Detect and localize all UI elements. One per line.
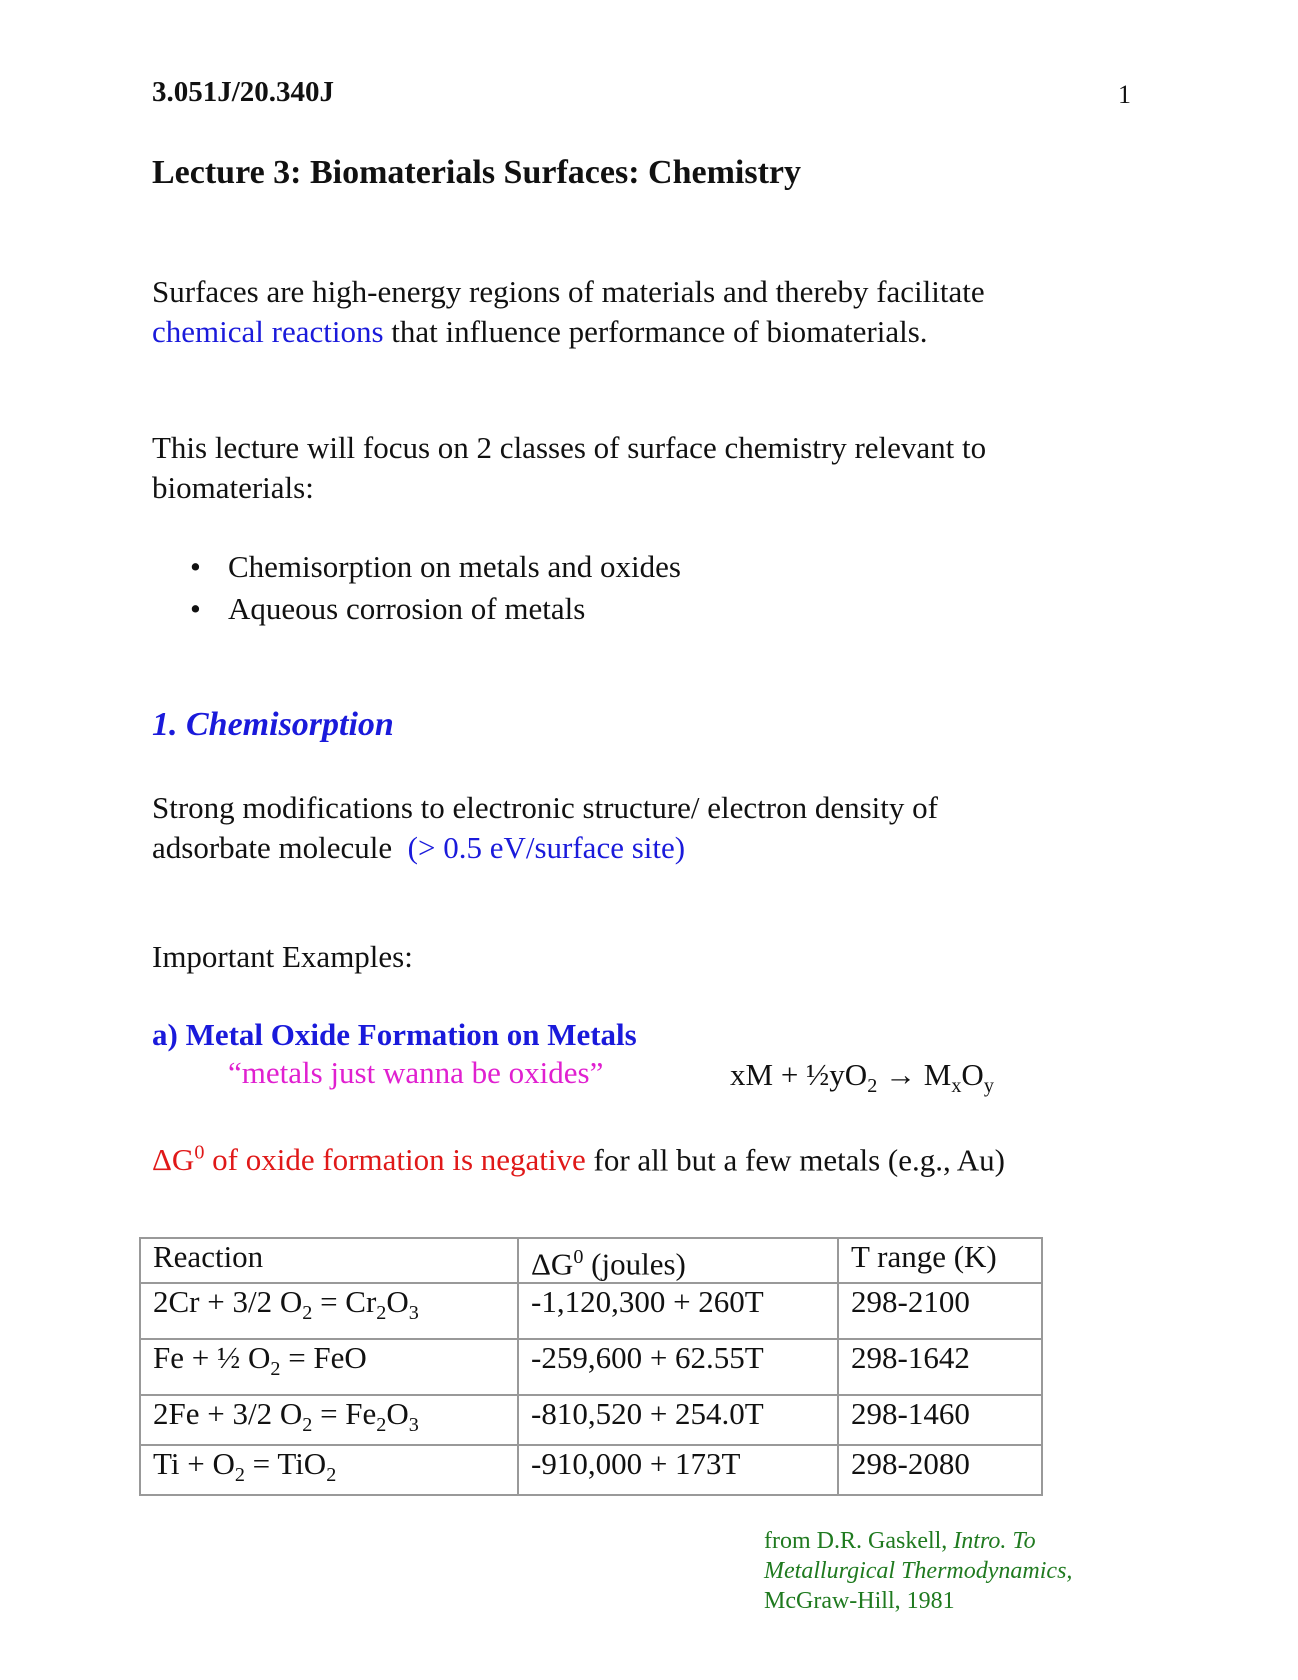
reaction-cell: [140, 1395, 518, 1444]
rx-sub: 3: [408, 1302, 419, 1325]
chemisorption-paragraph: [152, 788, 938, 868]
subsection-heading-oxide-formation: a) Metal Oxide Formation on Metals: [152, 1017, 637, 1052]
delta-g-sup: 0: [194, 1142, 205, 1164]
citation-line-2: [764, 1556, 1072, 1586]
t-range-cell: 298-1460: [838, 1395, 1042, 1444]
table-row: [140, 1339, 1042, 1395]
header-dg-text: ΔG: [531, 1246, 574, 1282]
table-header-row: [140, 1238, 1042, 1283]
chemisorption-line-2: [152, 828, 938, 868]
rx-part: Fe + ½ O: [153, 1340, 271, 1376]
equation-sub-y: y: [983, 1075, 994, 1098]
gibbs-red-text: of oxide formation is negative: [204, 1142, 586, 1178]
page-number: 1: [1118, 80, 1131, 109]
t-range-cell: 298-2100: [838, 1283, 1042, 1339]
intro-line-1: Surfaces are high-energy regions of materials and thereby facilitate: [152, 274, 985, 309]
intro-paragraph: [152, 272, 985, 352]
rx-part: 2Cr + 3/2 O: [153, 1284, 303, 1320]
citation-from: from D.R. Gaskell,: [764, 1528, 954, 1554]
rx-sub: 2: [376, 1414, 387, 1437]
citation-title-2: Metallurgical Thermodynamics,: [764, 1558, 1073, 1584]
delta-g-cell: -1,120,300 + 260T: [518, 1283, 838, 1339]
rx-part: 2Fe + 3/2 O: [153, 1396, 303, 1432]
focus-line-1: This lecture will focus on 2 classes of surface chemistry relevant to: [152, 430, 987, 465]
topic-bullet-list: [190, 546, 681, 630]
chemical-reactions-highlight: chemical reactions: [152, 314, 384, 349]
equation-left: xM + ½yO: [730, 1057, 868, 1092]
list-item: [190, 546, 681, 588]
equation-sub: 2: [867, 1075, 878, 1098]
equation-oxygen: O: [961, 1057, 984, 1092]
chemisorption-line-1: Strong modifications to electronic structure/ electron density of: [152, 790, 938, 825]
header-reaction: Reaction: [140, 1238, 518, 1283]
rx-part: Ti + O: [153, 1445, 235, 1481]
rx-sub: 2: [302, 1414, 313, 1437]
rx-part: = Fe: [312, 1396, 377, 1432]
header-delta-g: [518, 1238, 838, 1283]
section-heading-chemisorption: 1. Chemisorption: [152, 706, 394, 743]
equation-arrow: → M: [877, 1057, 952, 1092]
rx-sub: 2: [326, 1463, 337, 1486]
gibbs-rest-text: for all but a few metals (e.g., Au): [585, 1142, 1006, 1178]
header-t-range: T range (K): [838, 1238, 1042, 1283]
table-row: [140, 1445, 1042, 1495]
rx-sub: 2: [234, 1463, 245, 1486]
citation-line-1: [764, 1526, 1072, 1556]
reaction-cell: [140, 1445, 518, 1495]
equation-sub-x: x: [951, 1075, 962, 1098]
citation-line-3: McGraw-Hill, 1981: [764, 1588, 955, 1614]
rx-part: O: [386, 1284, 409, 1320]
bullet-icon: •: [190, 591, 201, 626]
rx-sub: 2: [376, 1302, 387, 1325]
delta-g-cell: -259,600 + 62.55T: [518, 1339, 838, 1395]
rx-sub: 2: [270, 1358, 281, 1381]
oxidation-equation: [730, 1055, 994, 1106]
focus-line-2: biomaterials:: [152, 470, 314, 505]
focus-paragraph: [152, 428, 986, 508]
gibbs-symbol: [152, 1142, 586, 1177]
rx-part: = FeO: [280, 1340, 367, 1376]
delta-g-cell: -910,000 + 173T: [518, 1445, 838, 1495]
rx-part: = TiO: [244, 1445, 327, 1481]
gibbs-statement: [152, 1133, 1005, 1180]
course-code: 3.051J/20.340J: [152, 76, 335, 108]
delta-g-cell: -810,520 + 254.0T: [518, 1395, 838, 1444]
oxides-quote: “metals just wanna be oxides”: [228, 1055, 604, 1090]
t-range-cell: 298-1642: [838, 1339, 1042, 1395]
energy-note: (> 0.5 eV/surface site): [407, 830, 686, 865]
bullet-text: Aqueous corrosion of metals: [228, 591, 586, 626]
intro-line-2: [152, 312, 985, 352]
header-dg-sup: 0: [573, 1246, 584, 1268]
examples-label: Important Examples:: [152, 939, 413, 974]
source-citation: [764, 1526, 1072, 1616]
reaction-cell: [140, 1339, 518, 1395]
intro-line-2-rest: that influence performance of biomaterials.: [383, 314, 928, 349]
rx-part: = Cr: [312, 1284, 377, 1320]
delta-g-text: ΔG: [152, 1142, 195, 1178]
table-row: [140, 1283, 1042, 1339]
t-range-cell: 298-2080: [838, 1445, 1042, 1495]
header-dg-unit: (joules): [583, 1246, 686, 1282]
lecture-title: Lecture 3: Biomaterials Surfaces: Chemistry: [152, 154, 801, 191]
chemisorption-line-2-text: adsorbate molecule: [152, 830, 393, 865]
table-row: [140, 1395, 1042, 1444]
list-item: [190, 588, 681, 630]
citation-title-1: Intro. To: [953, 1528, 1036, 1554]
reaction-cell: [140, 1283, 518, 1339]
bullet-icon: •: [190, 549, 201, 584]
rx-sub: 2: [302, 1302, 313, 1325]
reaction-table: [139, 1237, 1043, 1496]
bullet-text: Chemisorption on metals and oxides: [228, 549, 681, 584]
rx-part: O: [386, 1396, 409, 1432]
rx-sub: 3: [408, 1414, 419, 1437]
